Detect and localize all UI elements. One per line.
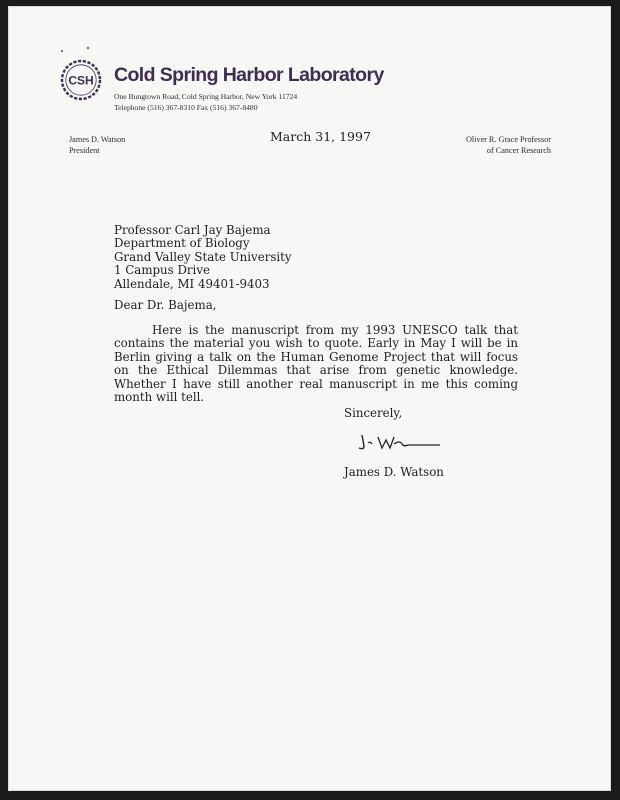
professorship-block bbox=[466, 134, 551, 156]
letter-page bbox=[8, 6, 611, 791]
lab-address: One Bungtown Road, Cold Spring Harbor, New York 11724 bbox=[114, 92, 298, 101]
recipient-line: Grand Valley State University bbox=[114, 249, 292, 264]
closing: Sincerely, bbox=[344, 406, 403, 420]
paper-speck bbox=[61, 50, 63, 52]
csh-logo-icon bbox=[59, 58, 103, 102]
lab-phone: Telephone (516) 367-8310 Fax (516) 367-8480 bbox=[114, 103, 258, 112]
paper-speck bbox=[87, 47, 89, 49]
professorship-line-2: of Cancer Research bbox=[486, 146, 551, 155]
salutation: Dear Dr. Bajema, bbox=[114, 298, 217, 312]
recipient-line: Allendale, MI 49401-9403 bbox=[114, 276, 270, 291]
recipient-address bbox=[114, 224, 292, 291]
letter-body: Here is the manuscript from my 1993 UNESCO talk that contains the material you wish to quote. Early in May I will be in Berlin giving a talk on the Human Genome Project that will focus on the Ethical Dilemmas that arise from genetic knowledge. Whether I have still another real manuscript in me this coming month will tell. bbox=[114, 323, 518, 405]
recipient-line: 1 Campus Drive bbox=[114, 263, 210, 278]
lab-name: Cold Spring Harbor Laboratory bbox=[114, 64, 384, 86]
recipient-line: Professor Carl Jay Bajema bbox=[114, 223, 271, 237]
recipient-line: Department of Biology bbox=[114, 236, 250, 251]
signature-name: James D. Watson bbox=[344, 465, 444, 479]
logo-text: CSH bbox=[68, 73, 94, 88]
letter-date: March 31, 1997 bbox=[270, 129, 371, 144]
sender-name: James D. Watson bbox=[69, 135, 126, 144]
handwritten-signature bbox=[352, 431, 442, 453]
professorship-line-1: Oliver R. Grace Professor bbox=[465, 135, 551, 144]
sender-title: President bbox=[69, 146, 100, 155]
sender-block bbox=[69, 134, 125, 156]
